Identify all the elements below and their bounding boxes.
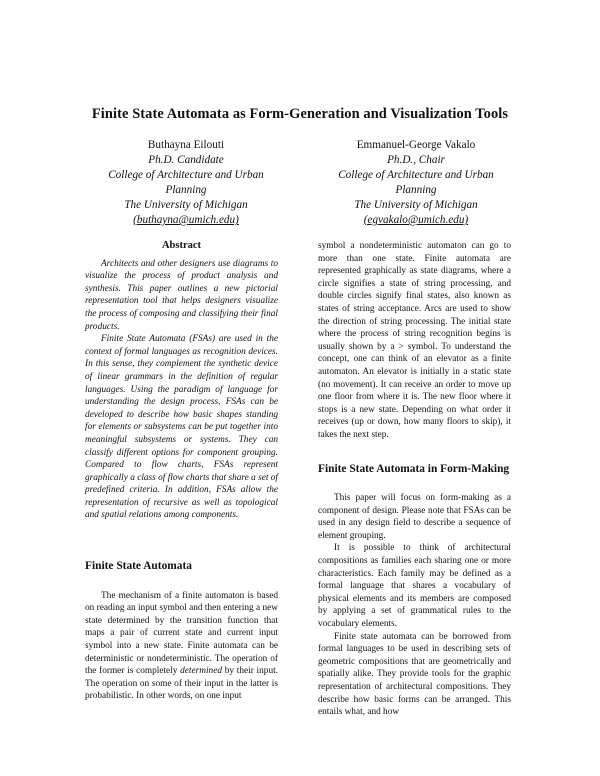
author-department: College of Architecture and Urban <box>108 169 264 181</box>
author-position: Ph.D., Chair <box>387 154 445 166</box>
paragraph-text: by their input. The operation on some of their input in the latter is probabilistic. In other words, on one input <box>85 666 278 702</box>
abstract-section <box>85 240 278 522</box>
abstract-paragraph: Finite State Automata (FSAs) are used in the context of formal languages as recognition devices. In this sense, they complement the synthetic device of linear grammars in the definition of regular languages. Using the paradigm of language for understanding the design process, FSAs can be developed to describe how basic shapes standing for elements or subsystems can be put together into meaningful subsystems or systems. They can classify different options for component grouping. Compared to flow charts, FSAs represent graphically a class of flow charts that share a set of predefined criteria. In addition, FSAs allow the representation of recursive as well as topological and spatial relations among components. <box>85 334 278 521</box>
paragraph-text: The mechanism of a finite automaton is based on reading an input symbol and then entering a new state determined by the transition function that maps a pair of current state and current input symbol into a new state. Finite automata can be deterministic or nondeterministic. The operation of the former is completely <box>85 590 278 677</box>
paper-title: Finite State Automata as Form-Generation and Visualization Tools <box>91 106 509 122</box>
emphasis-text: determined <box>180 666 222 677</box>
author-block-1 <box>76 138 296 228</box>
body-paragraph: This paper will focus on form-making as a component of design. Please note that FSAs can be used in any design field to describe a sequence of element grouping. <box>318 493 511 541</box>
body-paragraph <box>85 590 278 703</box>
right-column <box>318 240 511 719</box>
author-name: Buthayna Eilouti <box>147 139 225 151</box>
section-heading-form-making: Finite State Automata in Form-Making <box>318 462 510 475</box>
author-institution: The University of Michigan <box>354 199 478 211</box>
author-block-2 <box>306 138 526 228</box>
author-email-link[interactable]: (egvakalo@umich.edu) <box>363 214 469 226</box>
abstract-heading: Abstract <box>161 240 202 251</box>
author-position: Ph.D. Candidate <box>148 154 224 166</box>
author-department-cont: Planning <box>395 184 437 196</box>
author-name: Emmanuel-George Vakalo <box>356 139 476 151</box>
left-column <box>85 240 278 703</box>
body-paragraph: It is possible to think of architectural compositions as families each sharing one or more characteristics. Each family may be defined as a formal language that shares a vocabulary of physical elements and its members are composed by applying a set of grammatical rules to the vocabulary elements. <box>318 543 511 629</box>
author-department-cont: Planning <box>165 184 207 196</box>
author-department: College of Architecture and Urban <box>338 169 494 181</box>
section-heading-fsa: Finite State Automata <box>85 560 192 573</box>
author-institution: The University of Michigan <box>124 199 248 211</box>
author-email-link[interactable]: (buthayna@umich.edu) <box>133 214 239 226</box>
abstract-paragraph: Architects and other designers use diagrams to visualize the process of product analysis and synthesis. This paper outlines a new pictorial representation tool that helps designers visualize the process of composing and classifying their final products. <box>85 258 278 332</box>
body-paragraph: Finite state automata can be borrowed from formal languages to be used in describing sets of geometric compositions that are geometrically and spatially alike. They provide tools for the graphic representation of architectural compositions. They describe how basic forms can be arranged. This entails what, and how <box>318 631 511 718</box>
body-paragraph-continued: symbol a nondeterministic automaton can go to more than one state. Finite automata are represented graphically as state diagrams, where a circle signifies a state of string processing, and double circles signify final states, also known as states of string acceptance. Arcs are used to show the direction of string processing. The initial state where the process of string recognition begins is usually shown by a > symbol. To understand the concept, one can think of an elevator as a finite automaton. An elevator is initially in a static state (no movement). It can receive an order to move up one floor from where it is. The new floor where it stops is a new state. Depending on what order it receives (up or down, how many floors to skip), it takes the next step. <box>318 241 511 440</box>
